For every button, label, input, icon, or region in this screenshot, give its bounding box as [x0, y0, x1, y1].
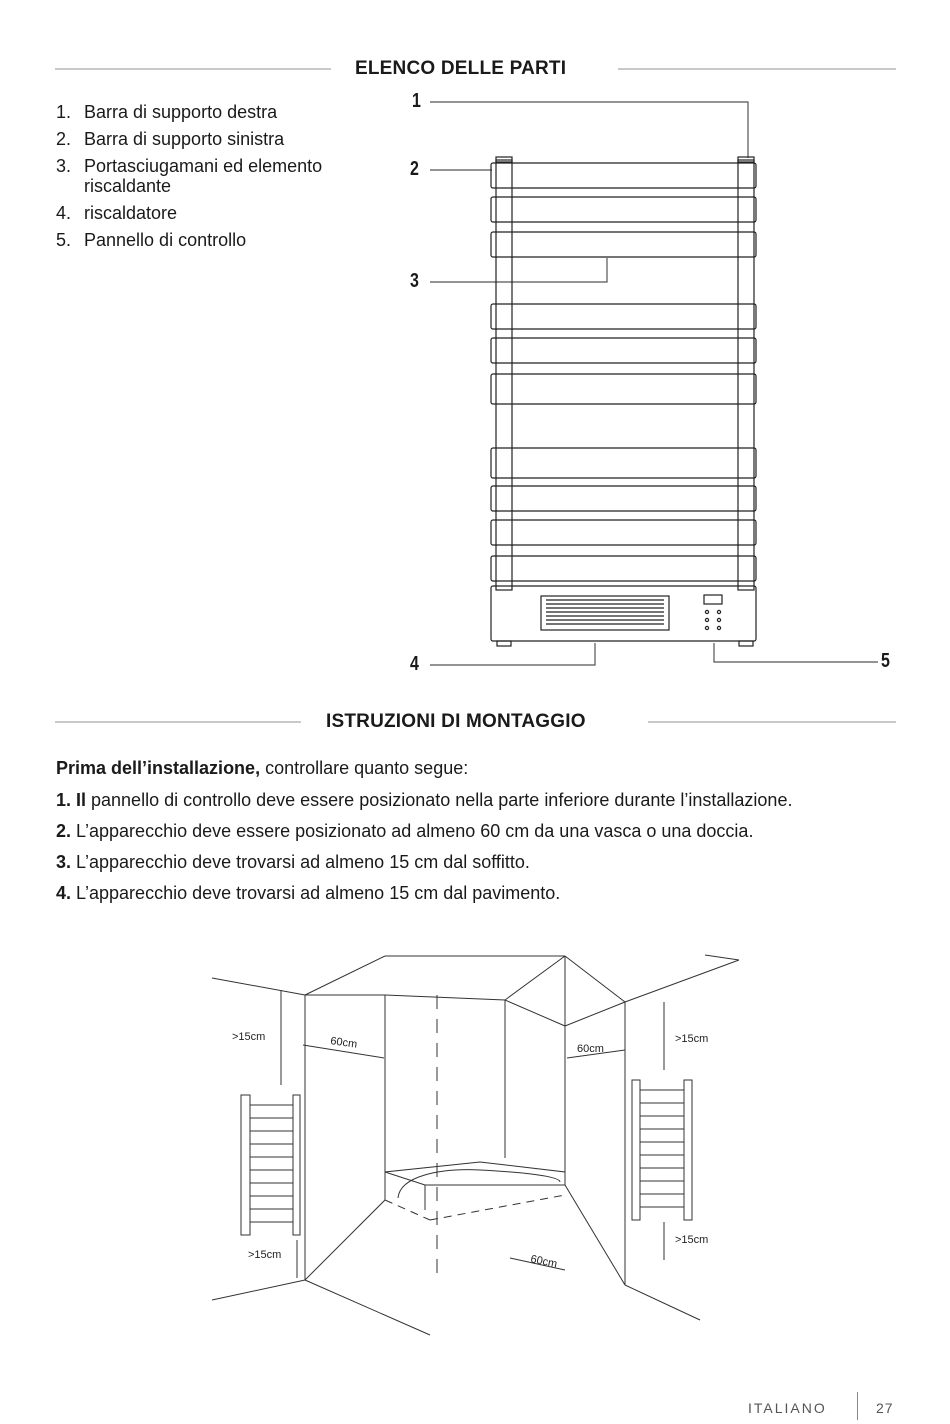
- clearance-left-top: >15cm: [232, 1031, 266, 1043]
- bathroom-clearance-diagram: [0, 940, 950, 1340]
- footer-separator: [857, 1392, 858, 1420]
- install-step: 4. L’apparecchio deve trovarsi ad almeno 15 cm dal pavimento.: [56, 883, 561, 903]
- install-intro: Prima dell’installazione, controllare quanto segue:: [56, 758, 469, 778]
- parts-list-item: 3. Portasciugamani ed elemento riscaldante: [56, 156, 323, 196]
- callout-4: 4: [410, 653, 419, 675]
- footer-page-number: 27: [876, 1400, 894, 1416]
- install-step: 3. L’apparecchio deve trovarsi ad almeno 15 cm dal soffitto.: [56, 852, 530, 872]
- callout-3: 3: [410, 270, 419, 292]
- parts-list-item: 5. Pannello di controllo: [56, 230, 247, 250]
- callout-1: 1: [412, 90, 421, 112]
- install-step: 1. Il pannello di controllo deve essere posizionato nella parte inferiore durante l’installazione.: [56, 790, 793, 810]
- clearance-left-bottom: >15cm: [248, 1249, 282, 1261]
- clearance-right-bottom: >15cm: [675, 1234, 709, 1246]
- parts-list-item: 4. riscaldatore: [56, 203, 178, 223]
- towel-rail-diagram: [0, 0, 950, 700]
- callout-2: 2: [410, 158, 419, 180]
- callout-5: 5: [881, 650, 890, 672]
- clearance-left-gap: 60cm: [329, 1035, 358, 1051]
- clearance-right-gap: 60cm: [577, 1043, 604, 1055]
- footer-language: ITALIANO: [748, 1400, 827, 1416]
- clearance-floor-gap: 60cm: [529, 1253, 559, 1271]
- install-step: 2. L’apparecchio deve essere posizionato ad almeno 60 cm da una vasca o una doccia.: [56, 821, 754, 841]
- parts-section-title: ELENCO DELLE PARTI: [355, 58, 567, 79]
- install-header-rule-left: [55, 721, 301, 723]
- parts-list-item: 2. Barra di supporto sinistra: [56, 129, 285, 149]
- parts-list-item: 1. Barra di supporto destra: [56, 102, 278, 122]
- install-steps: [56, 788, 896, 912]
- clearance-right-top: >15cm: [675, 1033, 709, 1045]
- install-header-rule-right: [648, 721, 896, 723]
- install-section-title: ISTRUZIONI DI MONTAGGIO: [326, 711, 586, 732]
